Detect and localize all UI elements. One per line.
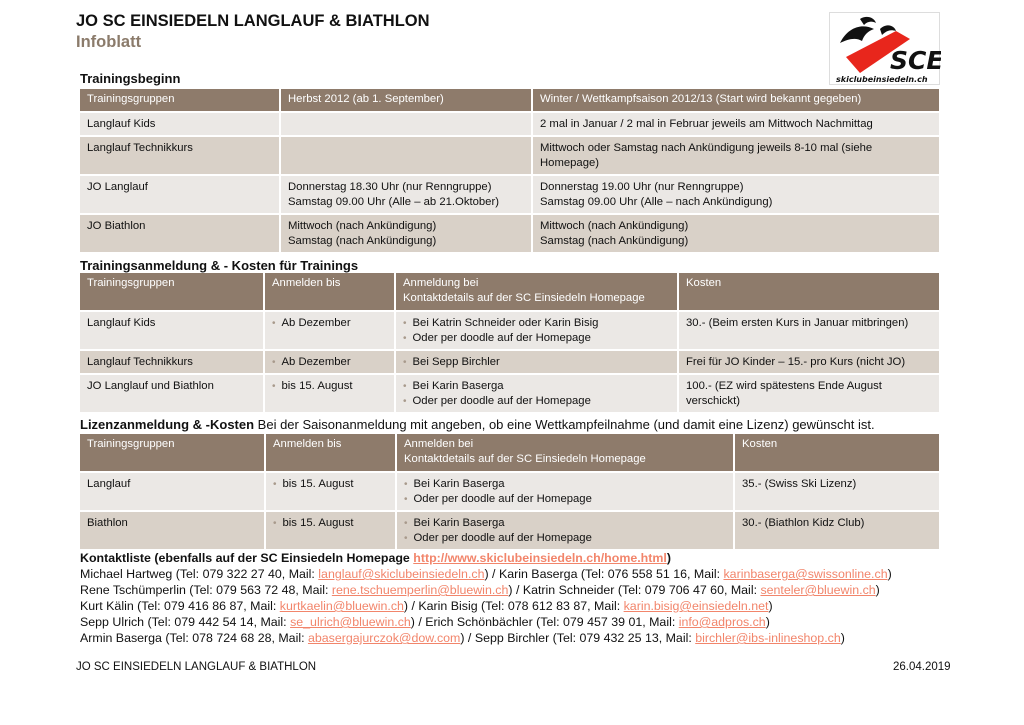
col-header-autumn: Herbst 2012 (ab 1. September) [281,89,533,113]
contact-line [80,598,892,614]
club-logo-graphic [830,13,941,86]
table-row [80,176,941,215]
col-header-register-at [397,434,735,473]
deadline-text: bis 15. August [282,478,354,490]
training-start-heading: Trainingsbeginn [80,71,181,86]
col-header-deadline: Anmelden bis [265,273,396,312]
license-heading-bold: Lizenzanmeldung & -Kosten [80,417,255,432]
bullet-icon: • [272,381,276,392]
group-cell: JO Biathlon [80,215,281,254]
email-link[interactable]: kurtkaelin@bluewin.ch [279,599,404,613]
register-line [404,492,726,507]
bullet-icon: • [272,357,276,368]
email-link[interactable]: senteler@bluewin.ch [760,583,876,597]
winter-cell [533,113,941,137]
contact-line [80,630,892,646]
contact-text: Armin Baserga (Tel: 078 724 68 28, Mail: [80,631,308,645]
col-header-groups: Trainingsgruppen [80,434,266,473]
group-cell: JO Langlauf [80,176,281,215]
register-text: Bei Karin Baserga [413,517,505,529]
register-text: Oder per doodle auf der Homepage [412,395,591,407]
register-at-sub: Kontaktdetails auf der SC Einsiedeln Homepage [404,453,646,465]
contact-text: Kurt Kälin (Tel: 079 416 86 87, Mail: [80,599,280,613]
autumn-cell [281,215,533,254]
contact-list [80,550,892,646]
register-at-label: Anmelden bei [404,438,474,450]
register-cell [397,512,735,551]
bullet-icon: • [403,333,407,344]
contact-line [80,566,892,582]
contact-text: ) / Katrin Schneider (Tel: 079 706 47 60, Mail: [508,583,761,597]
bullet-icon: • [404,494,408,505]
license-heading [80,417,875,432]
autumn-line: Mittwoch (nach Ankündigung) [288,220,437,232]
contact-line [80,614,892,630]
bullet-icon: • [273,518,277,529]
logo-text: SCE [890,46,941,75]
contact-text: ) / Karin Baserga (Tel: 076 558 51 16, Mail: [484,567,724,581]
bullet-icon: • [403,396,407,407]
register-text: Oder per doodle auf der Homepage [412,332,591,344]
register-line [403,379,670,394]
group-cell: Biathlon [80,512,266,551]
register-line [403,355,670,370]
register-line [404,531,726,546]
autumn-line: Samstag 09.00 Uhr (Alle – ab 21.Oktober) [288,196,499,208]
bullet-icon: • [404,533,408,544]
winter-line: Mittwoch (nach Ankündigung) [540,220,689,232]
autumn-line: Donnerstag 18.30 Uhr (nur Renngruppe) [288,181,492,193]
autumn-cell [281,137,533,176]
deadline-cell [265,375,396,414]
register-line [404,516,726,531]
bullet-icon: • [403,318,407,329]
contact-line [80,582,892,598]
register-text: Bei Karin Baserga [412,380,504,392]
group-cell: Langlauf [80,473,266,512]
register-line [403,316,670,331]
contact-heading-end: ) [666,551,671,565]
contact-text: ) [887,567,892,581]
col-header-register-at [396,273,679,312]
deadline-text: Ab Dezember [281,317,351,329]
email-link[interactable]: rene.tschuemperlin@bluewin.ch [331,583,509,597]
email-link[interactable]: langlauf@skiclubeinsiedeln.ch [318,567,485,581]
table-row [80,375,941,414]
contact-text: Sepp Ulrich (Tel: 079 442 54 14, Mail: [80,615,291,629]
bullet-icon: • [403,381,407,392]
group-cell: Langlauf Technikkurs [80,137,281,176]
col-header-deadline: Anmelden bis [266,434,397,473]
deadline-text: bis 15. August [282,517,354,529]
winter-line: Samstag 09.00 Uhr (Alle – nach Ankündigung) [540,196,773,208]
register-cell [396,351,679,375]
col-header-costs: Kosten [679,273,941,312]
registration-table [80,273,941,414]
register-at-label: Anmeldung bei [403,277,479,289]
table-row [80,215,941,254]
license-heading-text: Bei der Saisonanmeldung mit angeben, ob eine Wettkampfeilnahme (und damit eine Lizenz) gewünscht ist. [254,417,875,432]
contact-text: ) [765,615,770,629]
register-text: Bei Sepp Birchler [412,356,500,368]
contact-heading [80,550,892,566]
club-logo [829,12,940,85]
winter-line: Mittwoch oder Samstag nach Ankündigung jeweils 8-10 mal (siehe Homepage) [540,142,873,169]
col-header-costs: Kosten [735,434,941,473]
register-at-sub: Kontaktdetails auf der SC Einsiedeln Homepage [403,292,645,304]
table-row [80,473,941,512]
bullet-icon: • [404,479,408,490]
bullet-icon: • [273,479,277,490]
contact-lines [80,566,892,646]
col-header-winter: Winter / Wettkampfsaison 2012/13 (Start wird bekannt gegeben) [533,89,941,113]
winter-line: Samstag (nach Ankündigung) [540,235,689,247]
table-row [80,137,941,176]
table-row [80,312,941,351]
cost-cell: Frei für JO Kinder – 15.- pro Kurs (nicht JO) [679,351,941,375]
autumn-line: Samstag (nach Ankündigung) [288,235,437,247]
homepage-link[interactable]: http://www.skiclubeinsiedeln.ch/home.html [413,551,667,565]
contact-text: ) / Sepp Birchler (Tel: 079 432 25 13, Mail: [460,631,696,645]
deadline-cell [265,351,396,375]
register-cell [396,312,679,351]
cost-cell: 35.- (Swiss Ski Lizenz) [735,473,941,512]
winter-line: Donnerstag 19.00 Uhr (nur Renngruppe) [540,181,744,193]
winter-cell [533,215,941,254]
footer-org-name: JO SC EINSIEDELN LANGLAUF & BIATHLON [76,661,317,673]
register-text: Bei Katrin Schneider oder Karin Bisig [412,317,599,329]
register-line [404,477,726,492]
contact-text: Michael Hartweg (Tel: 079 322 27 40, Mail: [80,567,319,581]
bullet-icon: • [272,318,276,329]
autumn-cell [281,113,533,137]
contact-text: ) / Erich Schönbächler (Tel: 079 457 39 01, Mail: [410,615,679,629]
logo-url: skiclubeinsiedeln.ch [836,75,928,84]
group-cell: Langlauf Kids [80,113,281,137]
email-link[interactable]: se_ulrich@bluewin.ch [290,615,411,629]
col-header-groups: Trainingsgruppen [80,273,265,312]
registration-heading: Trainingsanmeldung & - Kosten für Trainings [80,258,359,273]
email-link[interactable]: birchler@ibs-inlineshop.ch [695,631,841,645]
autumn-cell [281,176,533,215]
document-title: JO SC EINSIEDELN LANGLAUF & BIATHLON [76,12,430,30]
deadline-text: Ab Dezember [281,356,351,368]
email-link[interactable]: info@adpros.ch [678,615,766,629]
winter-cell [533,137,941,176]
col-header-groups: Trainingsgruppen [80,89,281,113]
table-row [80,512,941,551]
group-cell: Langlauf Technikkurs [80,351,265,375]
cost-cell: 100.- (EZ wird spätestens Ende August verschickt) [679,375,941,414]
contact-text: ) [840,631,845,645]
group-cell: JO Langlauf und Biathlon [80,375,265,414]
cost-cell: 30.- (Beim ersten Kurs in Januar mitbringen) [679,312,941,351]
group-cell: Langlauf Kids [80,312,265,351]
document-subtitle: Infoblatt [76,33,142,51]
contact-text: ) [768,599,773,613]
deadline-cell [265,312,396,351]
register-line [403,394,670,409]
deadline-cell [266,512,397,551]
contact-text: Rene Tschümperlin (Tel: 079 563 72 48, Mail: [80,583,332,597]
deadline-text: bis 15. August [281,380,353,392]
training-start-table [80,89,941,254]
email-link[interactable]: abasergajurczok@dow.com [307,631,461,645]
table-row [80,351,941,375]
footer-date: 26.04.2019 [893,661,951,673]
deadline-cell [266,473,397,512]
register-text: Oder per doodle auf der Homepage [413,532,592,544]
email-link[interactable]: karinbaserga@swissonline.ch [723,567,888,581]
register-line [403,331,670,346]
table-row [80,113,941,137]
bullet-icon: • [403,357,407,368]
email-link[interactable]: karin.bisig@einsiedeln.net [623,599,769,613]
contact-text: ) [875,583,880,597]
contact-text: ) / Karin Bisig (Tel: 078 612 83 87, Mail: [403,599,624,613]
register-text: Bei Karin Baserga [413,478,505,490]
register-cell [396,375,679,414]
register-text: Oder per doodle auf der Homepage [413,493,592,505]
bullet-icon: • [404,518,408,529]
cost-cell: 30.- (Biathlon Kidz Club) [735,512,941,551]
winter-cell [533,176,941,215]
contact-heading-text: Kontaktliste (ebenfalls auf der SC Einsiedeln Homepage [80,551,414,565]
winter-line: 2 mal in Januar / 2 mal in Februar jeweils am Mittwoch Nachmittag [540,118,873,130]
license-table [80,434,941,551]
register-cell [397,473,735,512]
